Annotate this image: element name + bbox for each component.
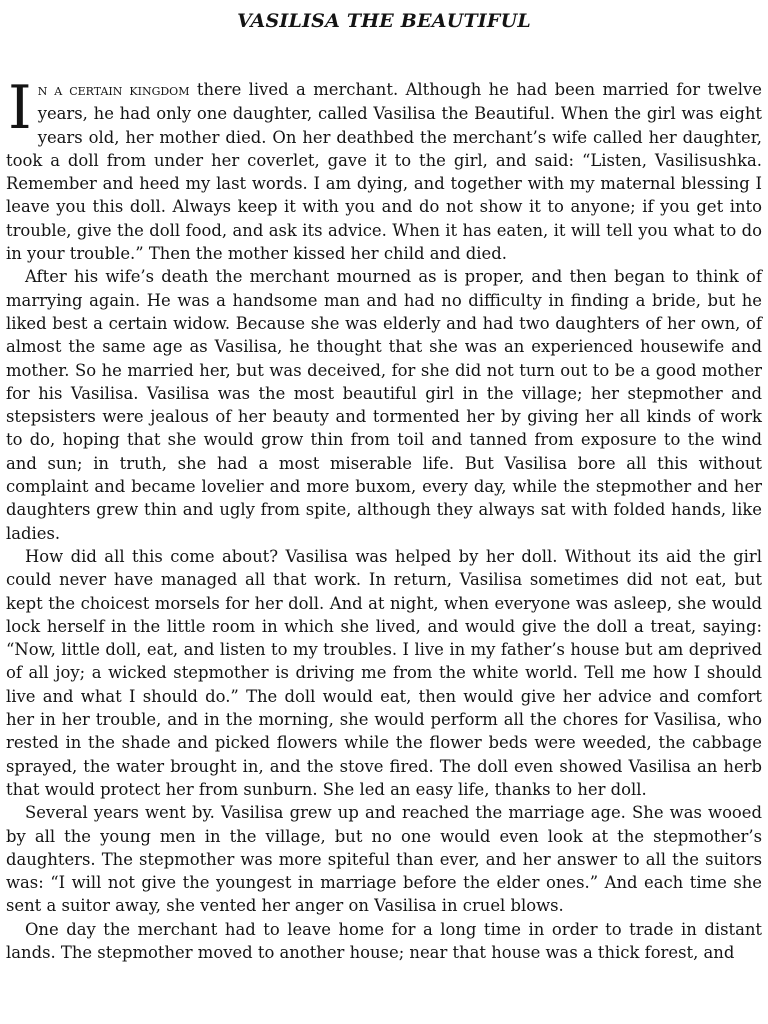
paragraph-1-text: there lived a merchant. Although he had been married for twelve years, he had only one daughter, called Vasilisa the Beautiful. When the girl was eight years old, her mother died. On her deathbed the merchant’s wife called her daughter, took a doll from under her coverlet, gave it to the girl, and said: “Listen, Vasilisushka. Remember and heed my last words. I am dying, and together with my maternal blessing I leave you this doll. Always keep it with you and do not show it to anyone; if you get into trouble, give the doll food, and ask its advice. When it has eaten, it will tell you what to do in your trouble.” Then the mother kissed her child and died.: [6, 80, 763, 264]
paragraph-5: One day the merchant had to leave home for a long time in order to trade in distant lands. The stepmother moved to another house; near that house was a thick forest, and: [6, 919, 762, 962]
chapter-title: VASILISA THE BEAUTIFUL: [237, 10, 531, 32]
paragraph-1: [6, 73, 763, 265]
drop-cap: I: [8, 73, 32, 143]
paragraph-3: How did all this come about? Vasilisa was helped by her doll. Without its aid the girl could never have managed all that work. In return, Vasilisa sometimes did not eat, but kept the choicest morsels for her doll. And at night, when everyone was asleep, she would lock herself in the little room in which she lived, and would give the doll a treat, saying: “Now, little doll, eat, and listen to my troubles. I live in my father’s house but am deprived of all joy; a wicked stepmother is driving me from the white world. Tell me how I should live and what I should do.” The doll would eat, then would give her advice and comfort her in her trouble, and in the morning, she would perform all the chores for Vasilisa, who rested in the shade and picked flowers while the flower beds were weeded, the cabbage sprayed, the water brought in, and the stove fired. The doll even showed Vasilisa an herb that would protect her from sunburn. She led an easy life, thanks to her doll.: [6, 546, 762, 799]
paragraph-2: After his wife’s death the merchant mourned as is proper, and then began to think of marrying again. He was a handsome man and had no difficulty in finding a bride, but he liked best a certain widow. Because she was elderly and had two daughters of her own, of almost the same age as Vasilisa, he thought that she was an experienced housewife and mother. So he married her, but was deceived, for she did not turn out to be a good mother for his Vasilisa. Vasilisa was the most beautiful girl in the village; her stepmother and stepsisters were jealous of her beauty and tormented her by giving her all kinds of work to do, hoping that she would grow thin from toil and tanned from exposure to the wind and sun; in truth, she had a most miserable life. But Vasilisa bore all this without complaint and became lovelier and more buxom, every day, while the stepmother and her daughters grew thin and ugly from spite, although they always sat with folded hands, like ladies.: [6, 267, 762, 543]
book-page: [6, 8, 762, 964]
paragraph-4: Several years went by. Vasilisa grew up and reached the marriage age. She was wooed by all the young men in the village, but no one would even look at the stepmother’s daughters. The stepmother was more spiteful than ever, and her answer to all the suitors was: “I will not give the youngest in marriage before the elder ones.” And each time she sent a suitor away, she vented her anger on Vasilisa in cruel blows.: [6, 803, 762, 916]
story-text: [6, 73, 763, 964]
small-caps-lead: n a certain kingdom: [37, 81, 190, 99]
